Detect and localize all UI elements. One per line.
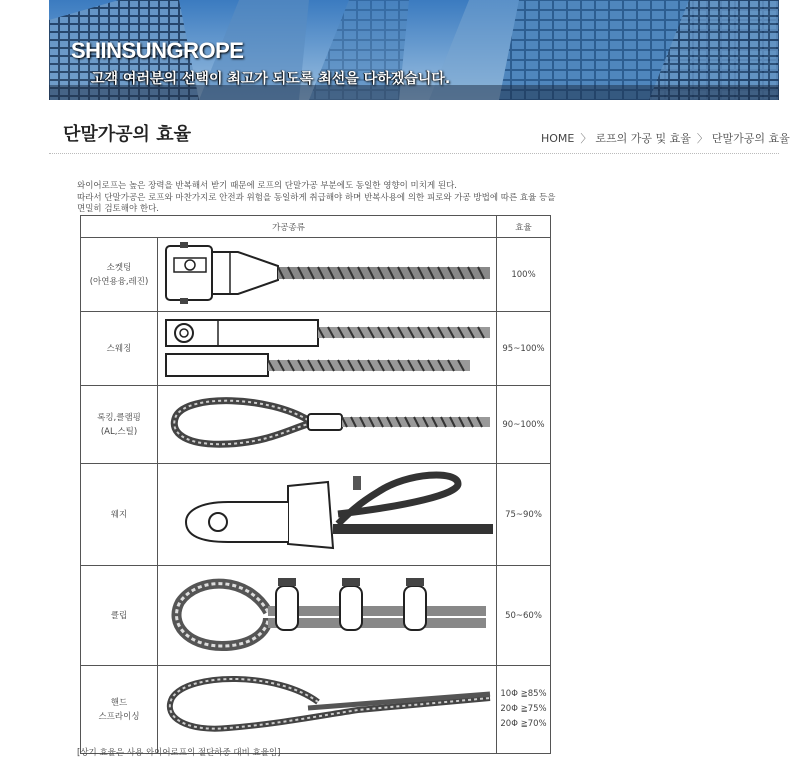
efficiency-line: 20Φ ≧70% (500, 719, 547, 729)
efficiency-value (497, 666, 551, 754)
wedge-illustration (158, 464, 497, 566)
breadcrumb-section[interactable]: 로프의 가공 및 효율 (595, 132, 691, 145)
efficiency-value: 100% (497, 238, 551, 312)
intro-line-2: 따라서 단말가공은 로프와 마찬가지로 안전과 위험을 동일하게 취급해야 하며 반복사용에 의한 피로와 가공 방법에 따른 효율 등을 면밀히 검토해야 한다. (77, 192, 556, 214)
table-row (81, 386, 551, 464)
swaging-illustration (158, 312, 497, 386)
type-cell (81, 566, 158, 666)
page-title: 단말가공의 효율 (63, 124, 191, 145)
type-name-sub: (아연용융,레진) (89, 276, 149, 287)
intro-text (77, 181, 562, 216)
type-name: 핸드 (110, 697, 128, 708)
efficiency-value: 50~60% (497, 566, 551, 666)
socket-illustration (158, 238, 497, 312)
slogan: 고객 여러분의 선택이 최고가 되도록 최선을 다하겠습니다. (91, 71, 451, 87)
breadcrumb (541, 130, 794, 146)
table-header-row (81, 216, 551, 238)
breadcrumb-current[interactable]: 단말가공의 효율 (711, 132, 790, 145)
type-cell (81, 238, 158, 312)
table-row (81, 238, 551, 312)
type-cell (81, 312, 158, 386)
breadcrumb-home[interactable]: HOME (541, 132, 575, 145)
header-banner (49, 0, 779, 100)
type-name-sub: 스프라이싱 (98, 711, 140, 722)
type-name: 클립 (110, 610, 128, 621)
table-row (81, 666, 551, 754)
table-row (81, 566, 551, 666)
type-name-sub: (AL,스틸) (100, 426, 138, 437)
type-name: 웨지 (110, 509, 128, 520)
divider (49, 153, 779, 154)
efficiency-table (80, 215, 551, 754)
locking-illustration (158, 386, 497, 464)
efficiency-line: 20Φ ≧75% (500, 704, 547, 714)
intro-line-1: 와이어로프는 높은 장력을 반복해서 받기 때문에 로프의 단말가공 부분에도 동일한 영향이 미치게 된다. (77, 181, 457, 191)
type-name: 소켓팅 (106, 262, 132, 273)
type-name: 스웨징 (106, 343, 132, 354)
hand-splicing-illustration (158, 666, 497, 754)
type-cell (81, 464, 158, 566)
footnote: [상기 효율은 사용 와이어로프의 절단하중 대비 효율임] (77, 748, 281, 758)
efficiency-line: 10Φ ≧85% (500, 689, 547, 699)
table-row (81, 464, 551, 566)
efficiency-value: 95~100% (497, 312, 551, 386)
header-efficiency: 효율 (497, 216, 551, 238)
brand-logo[interactable]: SHINSUNGROPE (71, 38, 244, 63)
table-row (81, 312, 551, 386)
type-name: 록킹,클램핑 (97, 412, 141, 423)
efficiency-value: 75~90% (497, 464, 551, 566)
clip-illustration (158, 566, 497, 666)
header-type: 가공종류 (81, 216, 497, 238)
type-cell (81, 666, 158, 754)
type-cell (81, 386, 158, 464)
chevron-right-icon: 〉 (696, 132, 708, 145)
chevron-right-icon: 〉 (580, 132, 592, 145)
efficiency-value: 90~100% (497, 386, 551, 464)
